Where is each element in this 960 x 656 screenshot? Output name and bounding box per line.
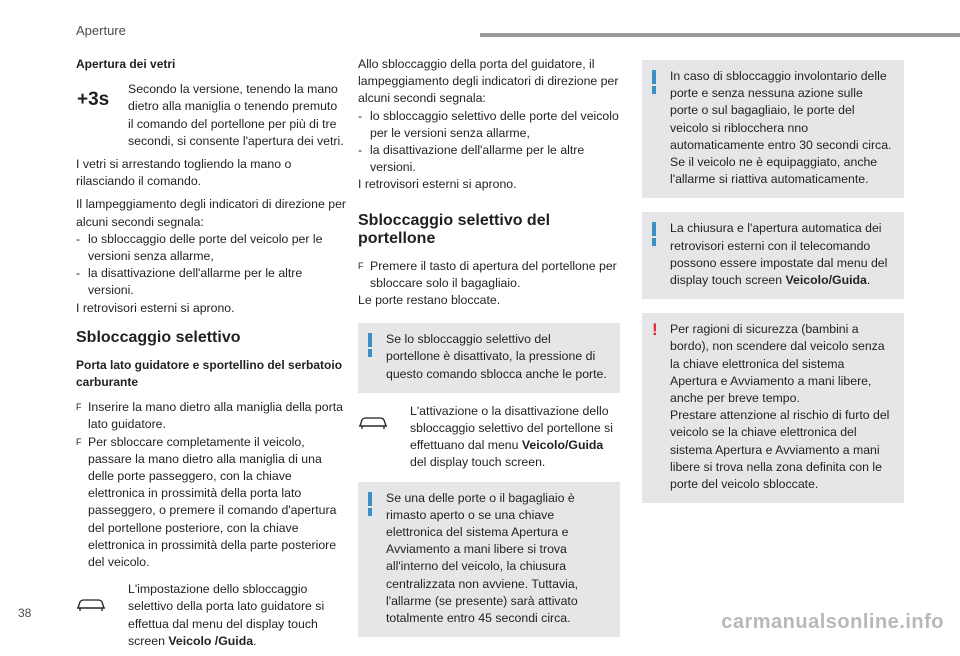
paragraph-retrovisori: I retrovisori esterni si aprono.	[358, 177, 517, 192]
paragraph-lampeggiamento: Il lampeggiamento degli indicatori di direzione per alcuni secondi segnala:	[76, 197, 347, 229]
info-note	[358, 323, 620, 393]
list-item: - la disattivazione dell'allarme per le altre versioni.	[358, 143, 585, 175]
page-number: 38	[18, 606, 32, 620]
column-2	[358, 56, 620, 647]
warning-icon: !	[652, 320, 658, 340]
list-item: - lo sbloccaggio selettivo delle porte del veicolo per le versioni senza allarme,	[358, 108, 619, 140]
info-icon	[368, 492, 372, 506]
info-icon	[652, 222, 656, 236]
info-note	[358, 482, 620, 638]
note-text: Se una delle porte o il bagagliaio è rimasto aperto o se una chiave elettronica del sistema Apertura e Avviamento a mani libere si trova all'interno del veicolo, la chiusura centralizzata non avviene. Tuttavia, l'allarme (se presente) sarà attivato totalmente entro 45 secondi circa.	[386, 490, 579, 626]
bullet-icon: F	[76, 402, 82, 413]
paragraph-allo-sbloccaggio: Allo sbloccaggio della porta del guidatore, il lampeggiamento degli indicatori di direzione per alcuni secondi segnala:	[358, 57, 619, 106]
car-icon	[76, 581, 128, 650]
bullet-icon: F	[76, 436, 82, 447]
warning-text: Prestare attenzione al rischio di furto del veicolo se la chiave elettronica del sistema Apertura e Avviamento a mani libere si trova nella zona definita con le porte del veicolo sbloccate.	[670, 408, 890, 492]
paragraph-arresto: I vetri si arrestando togliendo la mano o rilasciando il comando.	[76, 157, 292, 189]
vetri-text: Secondo la versione, tenendo la mano dietro alla maniglia o tenendo premuto il comando del portellone per più di tre secondi, si consente l'apertura dei vetri.	[128, 82, 344, 148]
heading-apertura-vetri: Apertura dei vetri	[76, 57, 176, 71]
info-note	[642, 60, 904, 198]
heading-sbloccaggio-portellone: Sbloccaggio selettivo del portellone	[358, 211, 551, 247]
note-text: La chiusura e l'apertura automatica dei retrovisori esterni con il telecomando possono essere impostate dal menu del display touch screen Veicolo/Guida.	[670, 221, 888, 288]
column-1	[76, 56, 346, 656]
info-icon	[368, 333, 372, 347]
paragraph-retrovisori: I retrovisori esterni si aprono.	[76, 300, 235, 315]
column-3	[642, 60, 904, 503]
impostazione-text: L'impostazione dello sbloccaggio selettivo della porta lato guidatore si effettua dal menu del display touch screen Veicolo /Guida.	[128, 582, 325, 648]
warning-text: Per ragioni di sicurezza (bambini a bordo), non scendere dal veicolo senza la chiave elettronica del sistema Apertura e Avviamento a mani libere, anche per breve tempo.	[670, 322, 885, 406]
heading-sbloccaggio-selettivo: Sbloccaggio selettivo	[76, 328, 241, 346]
section-title: Aperture	[76, 23, 126, 38]
info-note	[642, 212, 904, 299]
vetri-block	[76, 81, 346, 150]
plus-3s-icon	[76, 81, 128, 150]
note-text: Se lo sbloccaggio selettivo del portellone è disattivato, la pressione di questo comando sblocca anche le porte.	[386, 332, 607, 381]
list-item: F Inserire la mano dietro alla maniglia della porta lato guidatore.	[76, 399, 346, 433]
attivazione-text: L'attivazione o la disattivazione dello sbloccaggio selettivo del portellone si effettuano dal menu Veicolo/Guida del display touch screen.	[410, 403, 614, 470]
warning-note	[642, 313, 904, 503]
list-item: - lo sbloccaggio delle porte del veicolo per le versioni senza allarme,	[76, 231, 323, 264]
paragraph-porte-bloccate: Le porte restano bloccate.	[358, 293, 501, 308]
header-bar	[480, 33, 960, 37]
watermark-url: carmanualsonline.info	[721, 611, 944, 633]
car-icon	[358, 403, 410, 472]
note-text: Se il veicolo ne è equipaggiato, anche l'allarme si riattiva automaticamente.	[670, 155, 878, 187]
attivazione-block	[358, 403, 620, 472]
list-item: F Premere il tasto di apertura del portellone per sbloccare solo il bagagliaio.	[358, 258, 620, 292]
list-item: F Per sbloccare completamente il veicolo, passare la mano dietro alla maniglia di una delle porte passeggero, con la chiave elettronica in prossimità della porta lato passeggero, o premere il comando d'apertura del portellone posteriore, con la chiave elettronica in prossimità della parte posteriore del veicolo.	[76, 434, 346, 572]
info-icon	[652, 70, 656, 84]
list-item: - la disattivazione dell'allarme per le altre versioni.	[76, 266, 303, 298]
impostazione-block	[76, 581, 346, 650]
bullet-icon: F	[358, 260, 364, 271]
heading-porta-lato-guidatore: Porta lato guidatore e sportellino del serbatoio carburante	[76, 357, 343, 390]
note-text: In caso di sbloccaggio involontario delle porte e senza nessuna azione sulle porte o sul bagagliaio, le porte del veicolo si riblocchera nno automaticamente entro 30 secondi circa.	[670, 69, 892, 152]
svg-text:+3s: +3s	[77, 89, 110, 111]
